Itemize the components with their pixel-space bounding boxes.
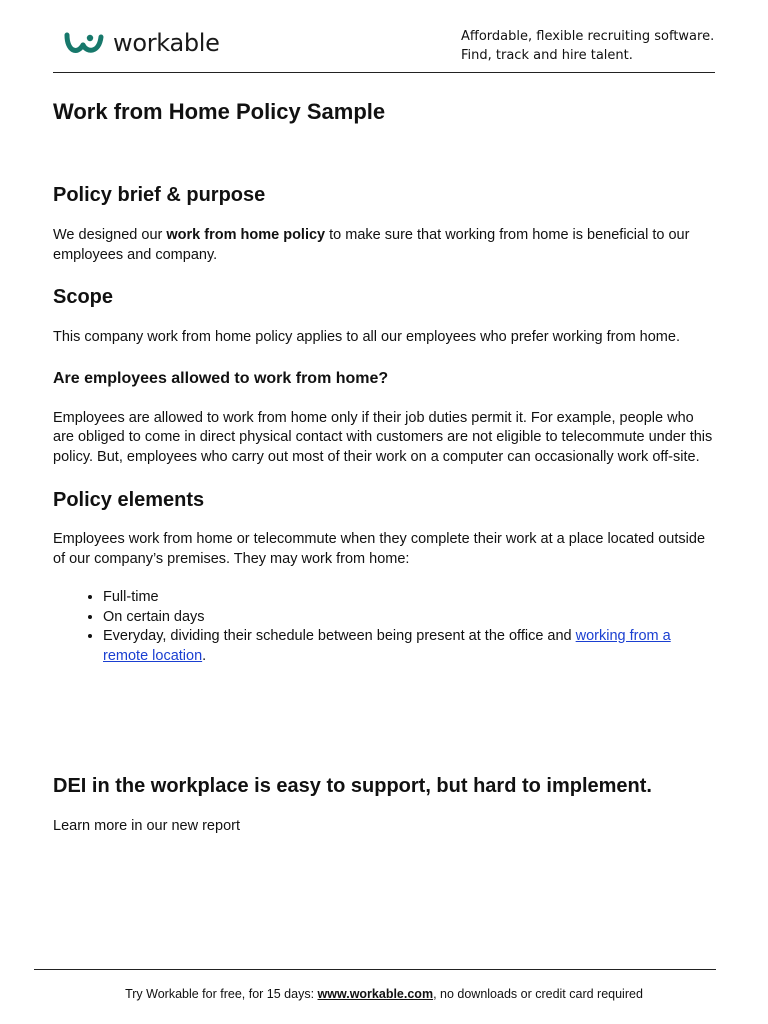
footer-workable-link[interactable]: www.workable.com <box>317 987 434 1001</box>
brief-text-start: We designed our <box>53 227 167 243</box>
page-header <box>53 24 715 73</box>
remote-location-link[interactable]: working from a remote location <box>103 628 671 664</box>
allowed-paragraph: Employees are allowed to work from home only if their job duties permit it. For example, people who are obliged to come in direct physical contact with customers are not eligible to telecommute under this policy. But, employees who carry out most of their work on a computer can occasionally work off-site. <box>53 409 713 465</box>
brief-text-end: to make sure that working from home is beneficial to our employees and company. <box>53 227 690 263</box>
workable-logo[interactable] <box>63 28 220 58</box>
list-item-period: . <box>202 647 207 664</box>
document-body <box>53 98 718 837</box>
list-item-text: Everyday, dividing their schedule between being present at the office and <box>103 628 576 644</box>
footer-text-start: Try Workable for free, for 15 days: <box>125 987 318 1001</box>
brief-text-bold: work from home policy <box>166 227 326 243</box>
list-item: • Full-time <box>103 588 718 608</box>
brief-paragraph <box>53 226 718 265</box>
logo-wordmark: workable <box>113 29 220 57</box>
list-item <box>103 627 718 666</box>
promo-text: Learn more in our new report <box>53 818 240 834</box>
elements-paragraph: Employees work from home or telecommute when they complete their work at a place located outside of our company’s premises. They may work from home: <box>53 531 706 567</box>
section-heading-allowed: Are employees allowed to work from home? <box>53 369 389 387</box>
section-heading-scope: Scope <box>53 286 114 308</box>
work-options-list <box>53 588 718 666</box>
list-item: • On certain days <box>103 608 718 628</box>
workable-logo-icon <box>63 29 107 57</box>
tagline-line-2: Find, track and hire talent. <box>461 48 633 63</box>
document-title: Work from Home Policy Sample <box>53 99 386 124</box>
section-heading-brief: Policy brief & purpose <box>53 184 266 206</box>
footer-text-end: , no downloads or credit card required <box>433 987 643 1001</box>
section-heading-elements: Policy elements <box>53 489 205 511</box>
tagline-line-1: Affordable, flexible recruiting software. <box>461 29 715 44</box>
scope-paragraph: This company work from home policy applies to all our employees who prefer working from home. <box>53 329 680 345</box>
footer-divider <box>34 969 716 970</box>
promo-heading: DEI in the workplace is easy to support, but hard to implement. <box>53 775 652 797</box>
footer <box>0 987 768 1001</box>
header-tagline <box>461 27 714 65</box>
